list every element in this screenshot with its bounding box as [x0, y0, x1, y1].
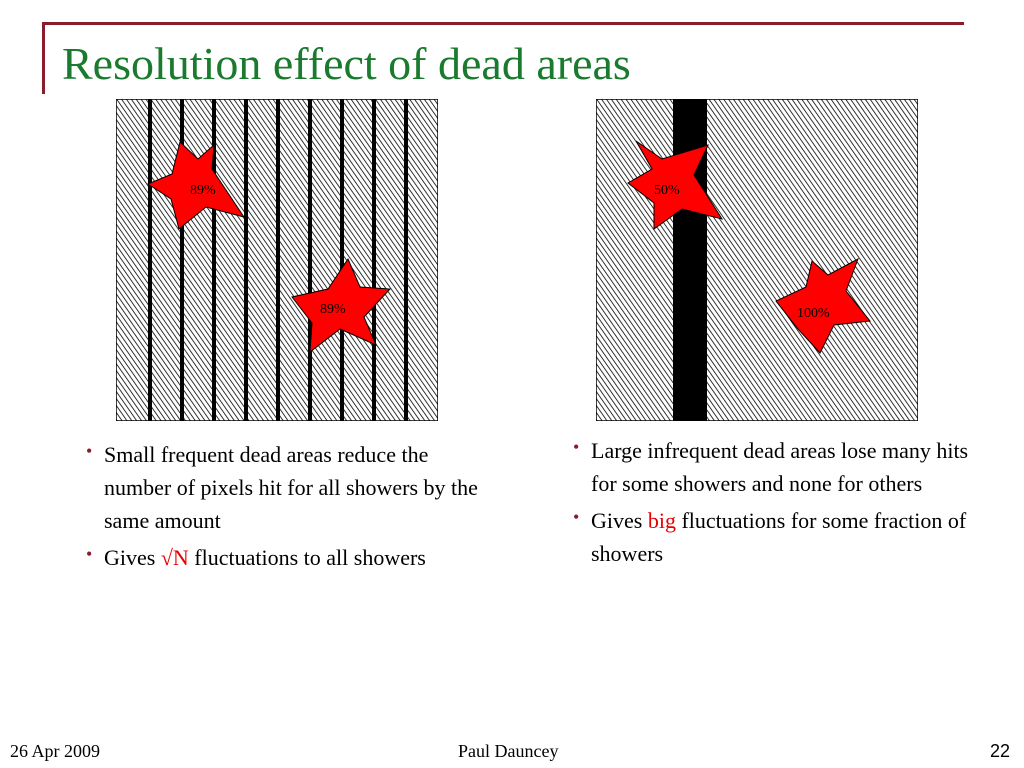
- bullet-text-prefix: Gives: [591, 508, 648, 533]
- slide-title: Resolution effect of dead areas: [62, 38, 631, 89]
- left-bullet-list: [86, 438, 496, 578]
- right-bullet-list: [573, 434, 973, 574]
- bullet-dot-icon: •: [573, 507, 580, 527]
- bullet-highlight: big: [647, 508, 676, 533]
- star-percentage-label: 89%: [190, 183, 216, 198]
- star-percentage-label: 100%: [797, 306, 830, 321]
- bullet-item: [86, 438, 496, 537]
- star-percentage-label: 89%: [320, 302, 346, 317]
- bullet-text: Small frequent dead areas reduce the number of pixels hit for all showers by the same amount: [104, 442, 478, 533]
- bullet-item: [573, 434, 973, 500]
- slide-frame-left-rule: [42, 22, 45, 94]
- bullet-text-suffix: fluctuations for some fraction of showers: [591, 508, 967, 566]
- left-detector-diagram: [116, 99, 438, 421]
- bullet-dot-icon: •: [86, 544, 93, 564]
- page-number: 22: [990, 741, 1011, 761]
- bullet-text: Large infrequent dead areas lose many hits for some showers and none for others: [591, 438, 969, 496]
- footer-date: 26 Apr 2009: [10, 741, 100, 761]
- footer-author: Paul Dauncey: [458, 741, 559, 761]
- bullet-item: [86, 541, 496, 574]
- star-percentage-label: 50%: [654, 183, 680, 198]
- bullet-item: [573, 504, 973, 570]
- bullet-dot-icon: •: [86, 441, 93, 461]
- bullet-text-suffix: fluctuations to all showers: [188, 545, 426, 570]
- bullet-highlight: √N: [160, 545, 189, 570]
- slide-frame-top-rule: [42, 22, 964, 25]
- right-detector-diagram: [596, 99, 918, 421]
- bullet-text-prefix: Gives: [104, 545, 161, 570]
- bullet-dot-icon: •: [573, 437, 580, 457]
